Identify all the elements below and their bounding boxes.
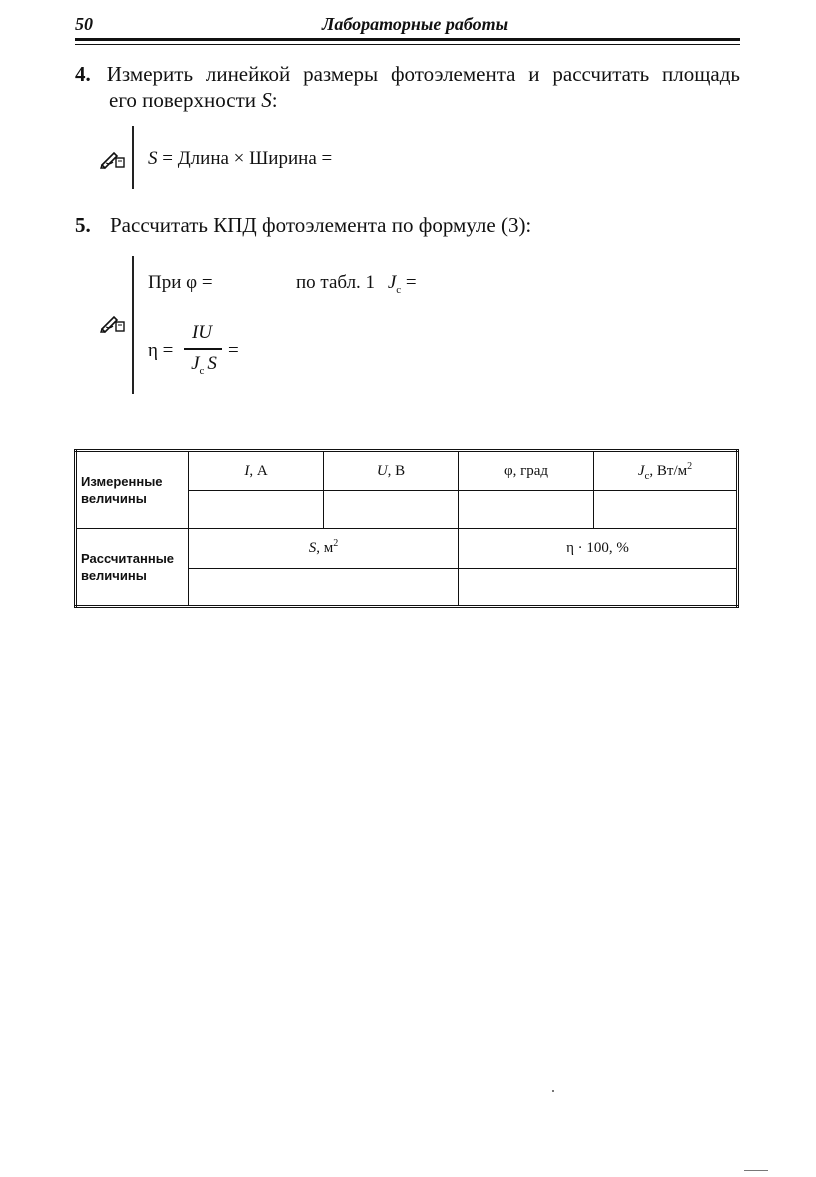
col-head-efficiency: η · 100, %: [459, 529, 738, 569]
row-label-calculated: Рассчитанные величины: [76, 529, 189, 607]
col-head-voltage: U, В: [324, 451, 459, 491]
phi-line: При φ =: [148, 272, 213, 293]
answer-bar-task5: [132, 256, 134, 394]
col-head-irradiance: $J_c$, $Вт/м^2$: [594, 451, 738, 491]
pen-write-icon: [100, 149, 126, 169]
task-4-number: 4.: [75, 62, 91, 86]
task-4-text-line2: его поверхности S:: [109, 88, 278, 112]
results-table: [74, 449, 739, 608]
row-label-measured: Измеренные величины: [76, 451, 189, 529]
fraction-denominator: $J_c$ S: [191, 353, 217, 377]
cell-area-value[interactable]: [189, 569, 459, 607]
cell-efficiency-value[interactable]: [459, 569, 738, 607]
page-number: 50: [75, 14, 93, 34]
cell-angle-value[interactable]: [459, 491, 594, 529]
header-rule-thin: [75, 44, 740, 45]
fraction-numerator: IU: [191, 322, 213, 343]
cell-voltage-value[interactable]: [324, 491, 459, 529]
pen-write-icon: [100, 313, 126, 333]
task-4-formula: S = Длина × Ширина =: [148, 148, 333, 169]
task-5-text: Рассчитать КПД фотоэлемента по формуле (3):: [110, 213, 532, 237]
col-head-angle: φ, град: [459, 451, 594, 491]
scan-mark: [744, 1170, 768, 1171]
header-rule-thick: [75, 38, 740, 41]
task-4-text-line1: Измерить линейкой размеры фотоэлемента и рассчитать площадь: [106, 62, 740, 86]
eta-equals: =: [228, 340, 239, 361]
task-5-number: 5.: [75, 213, 91, 237]
fraction-bar: [184, 348, 222, 350]
page-header: [75, 14, 740, 38]
eta-label: η =: [148, 340, 174, 361]
cell-current-value[interactable]: [189, 491, 324, 529]
task-4: [75, 61, 740, 113]
answer-bar-task4: [132, 126, 134, 189]
cell-irradiance-value[interactable]: [594, 491, 738, 529]
running-title: Лабораторные работы: [322, 14, 509, 34]
col-head-current: I, А: [189, 451, 324, 491]
task-5: [75, 212, 531, 238]
col-head-area: S, $м^2$: [189, 529, 459, 569]
table-ref-line: по табл. 1 $J_c$ =: [296, 272, 417, 296]
scan-speck: [552, 1090, 554, 1092]
